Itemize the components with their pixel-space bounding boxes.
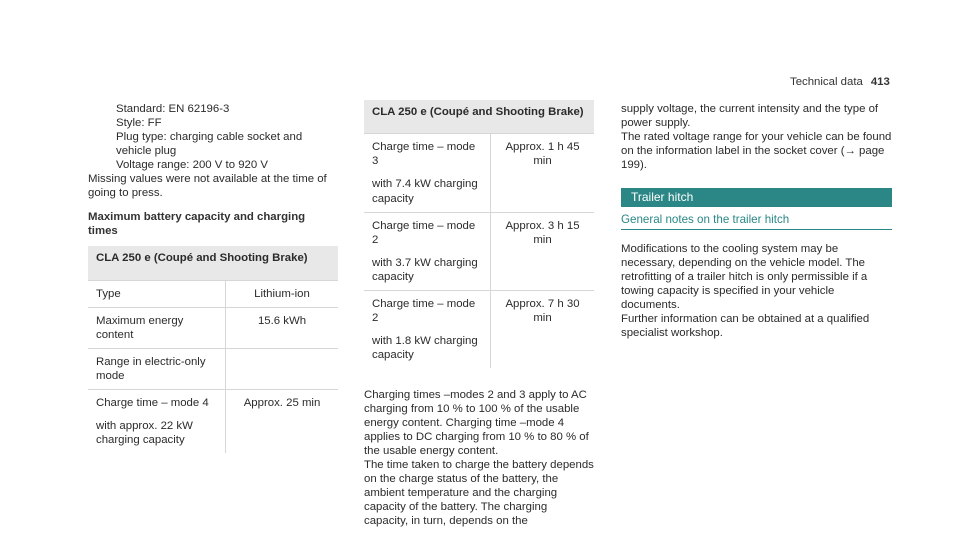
row-key: Maximum energy content	[88, 307, 226, 348]
row-key-main: Charge time – mode 3	[372, 141, 476, 168]
row-value: 15.6 kWh	[226, 307, 339, 348]
rated-voltage-paragraph: The rated voltage range for your vehicle can be found on the information label in the socket cover (→ page 199).	[621, 131, 892, 172]
row-value: Approx. 1 h 45 min	[491, 134, 595, 212]
row-key: Range in electric-only mode	[88, 348, 226, 389]
row-key: Type	[88, 280, 226, 307]
column-2	[364, 0, 594, 528]
row-key-sub: with 1.8 kW charging capacity	[372, 334, 478, 361]
column-1	[88, 0, 338, 453]
section-title: Technical data	[790, 76, 863, 88]
row-key-main: Charge time – mode 2	[372, 297, 476, 324]
table-title: CLA 250 e (Coupé and Shooting Brake)	[88, 246, 338, 280]
row-key-main: Charge time – mode 4	[96, 396, 209, 409]
table-row	[88, 389, 338, 453]
table-row	[88, 280, 338, 307]
table-row	[88, 307, 338, 348]
modifications-paragraph: Modifications to the cooling system may be necessary, depending on the vehicle model. The retrofitting of a trailer hitch is only permissible if a towing capacity is specified in your vehicle documents.	[621, 243, 868, 312]
spec-voltage-range: Voltage range: 200 V to 920 V	[116, 159, 268, 172]
section-bar-trailer-hitch: Trailer hitch	[621, 188, 892, 207]
table-row	[364, 212, 594, 290]
table-row	[364, 134, 594, 212]
supply-voltage-paragraph: supply voltage, the current intensity and the type of power supply.	[621, 103, 879, 130]
row-key-sub: with 7.4 kW charging capacity	[372, 178, 478, 205]
spec-standard: Standard: EN 62196-3	[116, 103, 230, 115]
section-heading-battery: Maximum battery capacity and charging times	[88, 211, 306, 238]
column-3	[621, 0, 892, 340]
further-information-paragraph: Further information can be obtained at a qualified specialist workshop.	[621, 313, 870, 340]
battery-table	[88, 246, 338, 453]
row-value: Approx. 25 min	[226, 389, 339, 453]
table-title: CLA 250 e (Coupé and Shooting Brake)	[364, 100, 594, 134]
row-key	[88, 389, 226, 453]
row-key-sub: with 3.7 kW charging capacity	[372, 256, 478, 283]
row-key-sub: with approx. 22 kW charging capacity	[96, 419, 193, 446]
subheading-general-notes: General notes on the trailer hitch	[621, 213, 892, 230]
connector-specs	[88, 102, 338, 172]
missing-values-note: Missing values were not available at the time of going to press.	[88, 173, 327, 200]
table-row	[88, 348, 338, 389]
row-key	[364, 290, 491, 368]
row-value	[226, 348, 339, 389]
charging-times-paragraph: Charging times –modes 2 and 3 apply to AC charging from 10 % to 100 % of the usable energy content. Charging time –mode 4 applies to DC charging from 10 % to 80 % of the usable energy content.	[364, 388, 589, 457]
spec-plug-type: Plug type: charging cable socket and vehicle plug	[116, 131, 303, 158]
row-value: Approx. 3 h 15 min	[491, 212, 595, 290]
spec-style: Style: FF	[116, 117, 162, 130]
charging-table	[364, 100, 594, 368]
row-value: Approx. 7 h 30 min	[491, 290, 595, 368]
row-key	[364, 212, 491, 290]
page-number: 413	[870, 76, 890, 88]
row-value: Lithium-ion	[226, 280, 339, 307]
row-key-main: Charge time – mode 2	[372, 219, 476, 246]
table-row	[364, 290, 594, 368]
charge-duration-paragraph: The time taken to charge the battery depends on the charge status of the battery, the ambient temperature and the charging capacity of the battery. The charging capacity, in turn, depends on the	[364, 458, 594, 527]
row-key	[364, 134, 491, 212]
